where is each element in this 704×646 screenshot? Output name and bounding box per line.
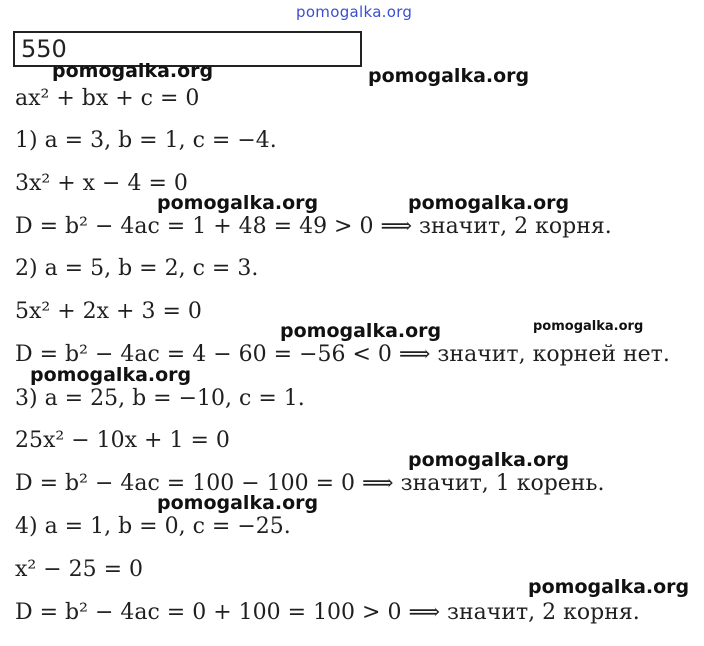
watermark: pomogalka.org	[296, 3, 413, 21]
watermark: pomogalka.org	[280, 320, 442, 342]
watermark: pomogalka.org	[408, 192, 570, 214]
watermark: pomogalka.org	[157, 492, 319, 514]
watermark: pomogalka.org	[533, 319, 644, 334]
watermark: pomogalka.org	[30, 364, 192, 386]
case3-equation: 25x² − 10x + 1 = 0	[15, 428, 230, 453]
case1-coefficients: 1) a = 3, b = 1, c = −4.	[15, 128, 277, 153]
watermark: pomogalka.org	[368, 65, 530, 87]
case4-equation: x² − 25 = 0	[15, 557, 144, 582]
watermark: pomogalka.org	[157, 192, 319, 214]
case2-equation: 5x² + 2x + 3 = 0	[15, 299, 202, 324]
case2-discriminant: D = b² − 4ac = 4 − 60 = −56 < 0 ⟹ значит, корней нет.	[15, 342, 670, 367]
case1-equation: 3x² + x − 4 = 0	[15, 171, 188, 196]
watermark: pomogalka.org	[528, 576, 690, 598]
case3-discriminant: D = b² − 4ac = 100 − 100 = 0 ⟹ значит, 1 корень.	[15, 471, 605, 496]
case2-coefficients: 2) a = 5, b = 2, c = 3.	[15, 256, 259, 281]
watermark: pomogalka.org	[408, 449, 570, 471]
general-equation: ax² + bx + c = 0	[15, 86, 200, 111]
case1-discriminant: D = b² − 4ac = 1 + 48 = 49 > 0 ⟹ значит, 2 корня.	[15, 214, 612, 239]
case3-coefficients: 3) a = 25, b = −10, c = 1.	[15, 386, 305, 411]
problem-number: 550	[21, 35, 67, 63]
case4-discriminant: D = b² − 4ac = 0 + 100 = 100 > 0 ⟹ значит, 2 корня.	[15, 600, 640, 625]
watermark: pomogalka.org	[52, 60, 214, 82]
case4-coefficients: 4) a = 1, b = 0, c = −25.	[15, 514, 291, 539]
